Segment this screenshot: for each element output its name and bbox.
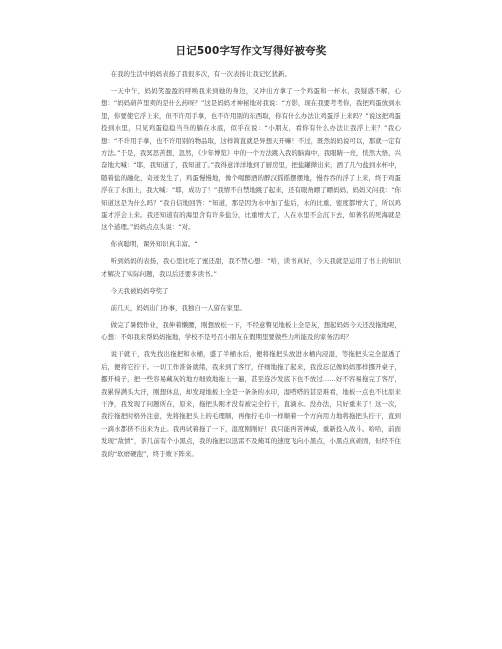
- paragraph: 做完了暑假作业，我伸着懒腰，刚想放松一下，不经意瞥见地板上全是灰，想起妈妈今天还没拖地呢，心想：不如我来帮妈妈拖地，学校不是号召小朋友在假期里要做些力所能及的家务活吗？: [101, 320, 401, 342]
- section-heading: 今天我被妈妈夸奖了: [110, 286, 169, 295]
- paragraph: 前几天，妈妈出门办事，我独自一人留在家里。: [110, 303, 246, 312]
- paragraph: 在我的生活中妈妈表扬了我很多次，有一次表扬让我记忆犹新。: [110, 70, 291, 78]
- paragraph: 听到妈妈的表扬，我心里比吃了蜜还甜，我不禁心想：“哈，读书真好，今天我就是运用了书上的知识才解决了实际问题，我以后还要多读书。”: [101, 257, 401, 278]
- document-title: 日记500字写作文写得好被夸奖: [175, 45, 327, 57]
- paragraph: 你真聪明，课外知识真丰富。“: [110, 240, 198, 249]
- paragraph: 一天中午，妈妈笑盈盈的呼唤我来到她的身边，又冲出方拿了一个鸡蛋和一杯水，我疑惑不解，心想：“妈妈葫芦里卖的是什么药呀？”这是妈妈才神秘地对我说：“方影，现在我要考考你，我把鸡蛋放到水里，你要使它浮上来，但不许用手拿，也不许用别的东西取，你有什么办法让鸡蛋浮上来吗？”说这把鸡蛋投到水里，只见鸡蛋稳稳当当的躺在水底，似乎在说：“小朋友，看你有什么办法让我浮上来？”我心想：“不许用手拿，也不许用别的物品取，这样简直就是异想天开嘛！不过，既然妈妈说可以，那就一定有方法。”于是，我冥思苦想，忽然，《少年博览》中的一个方法跳入我的脑海中，我眼睛一亮，恍然大悟，兴奋地大喊：“耶，我知道了，我知道了。”我得意洋洋地到了厨房里，把盐罐撵出来，洒了几勺盐到水杯中，随着盐的融化，奇迹发生了，鸡蛋慢慢地，像个喝醉酒的醉汉摇摇摆摆地，慢吞吞的浮了上来，终于鸡蛋浮在了水面上，我大喊：“耶，成功了！”我情不自禁地跳了起来，还有眼角瞟了瞟妈妈，妈妈又问我：“你知道这是为什么吗？”我自信地回答：“知道，那是因为水中加了盐后，水的比重、密度都增大了，所以鸡蛋才浮会上来。我还知道有的海里含有许多盐分，比重增大了，人在水里不会沉下去，如著名的死海就是这个道理。”妈妈点点头说：“对。: [101, 87, 401, 232]
- paragraph: 说干就干，我先找出拖把和水桶，盛了半桶水后，便将拖把头放进水桶内浸湿，等拖把头完全湿透了后，便将它拧干。一切工作准备就绪，我来到了客厅，仔细地拖了起来，我没忘记像妈妈那样挪开桌子，挪开椅子，把一些容易藏灰的地方细致地拖上一遍，甚至连沙发底下也不放过……好不容易拖完了客厅，我累得满头大汗，刚想休息，却发现地板上全是一条条的水印，湿嗒嗒的甚是难看，地板一点也不比原来干净，我发现了问题所在，原来，拖把头刚才没有被完全拧干，直滴水。没办法，只好重来了！这一次，我拧拖把时格外注意，先将拖把头上的毛理顺，再像拧毛巾一样顺着一个方向用力地将拖把头拧干，直到一滴水都挤不出来为止。我再试着拖了一下，湿度刚刚好！我只能再苦神威，重新投入战斗。哈哈，前面发现“敌情”，茶几前有个小黑点，我的拖把以迅雷不及掩耳的速度飞向小黑点，小黑点真顽固，但经不住我的“软磨硬泡”，终于败下阵来。: [101, 350, 401, 458]
- document-body: [101, 68, 401, 465]
